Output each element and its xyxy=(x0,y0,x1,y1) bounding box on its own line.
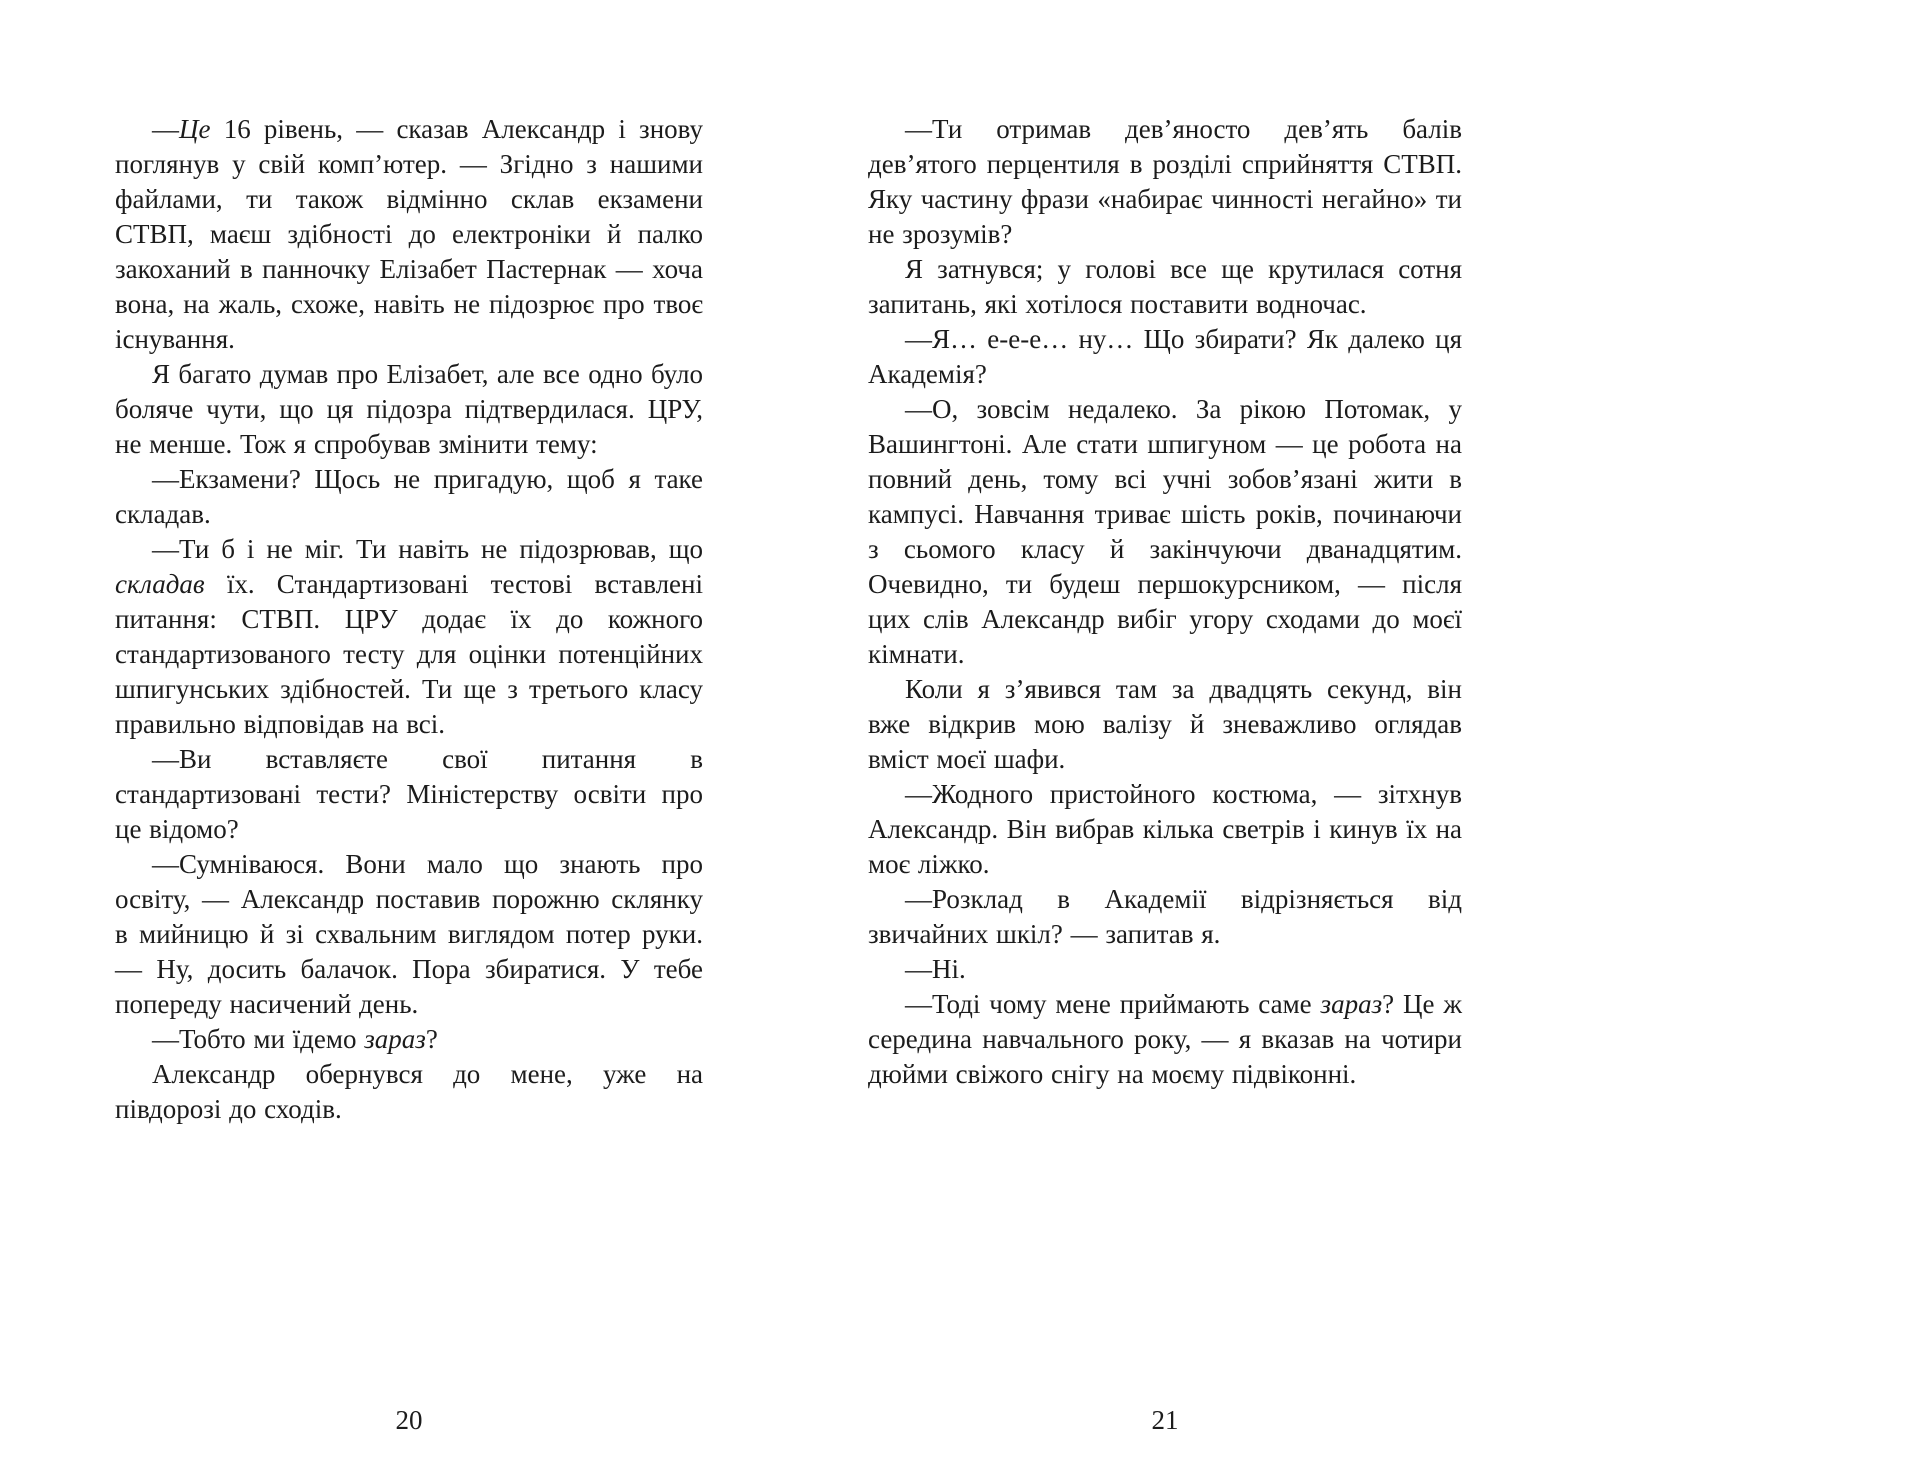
text-run: Я затнувся; у голові все ще крутилася сотня запитань, які хотілося поставити водночас. xyxy=(868,254,1462,319)
page-number-right: 21 xyxy=(1151,1405,1179,1435)
text-run: —Тоді чому мене приймають саме xyxy=(905,989,1321,1019)
text-run: —Я… е-е-е… ну… Що збирати? Як далеко ця Академія? xyxy=(868,324,1462,389)
text-run: —Розклад в Академії відрізняється від звичайних шкіл? — запитав я. xyxy=(868,884,1462,949)
book-page-right xyxy=(868,112,1462,1092)
italic-text-run: Це xyxy=(179,114,211,144)
text-run: —Сумніваюся. Вони мало що знають про освіту, — Александр поставив порожню склянку в мийницю й зі схвальним виглядом потер руки. — Ну, досить балачок. Пора збиратися. У тебе попереду насичений день. xyxy=(115,849,703,1019)
italic-text-run: зараз xyxy=(364,1024,426,1054)
book-page-left xyxy=(115,112,703,1127)
paragraph xyxy=(115,847,703,1022)
text-run: Я багато думав про Елізабет, але все одно було боляче чути, що ця підозра підтвердилася. ЦРУ, не менше. Тож я спробував змінити тему: xyxy=(115,359,703,459)
paragraph xyxy=(115,742,703,847)
italic-text-run: складав xyxy=(115,569,205,599)
paragraph xyxy=(868,322,1462,392)
text-run: —О, зовсім недалеко. За рікою Потомак, у Вашингтоні. Але стати шпигуном — це робота на повний день, тому всі учні зобов’язані жити в кампусі. Навчання триває шість років, починаючи з сьомого класу й закінчуючи дванадцятим. Очевидно, ти будеш першокурсником, — після цих слів Александр вибіг угору сходами до моєї кімнати. xyxy=(868,394,1462,669)
text-run: — xyxy=(152,114,179,144)
paragraph xyxy=(868,952,1462,987)
paragraph xyxy=(868,987,1462,1092)
paragraph xyxy=(868,392,1462,672)
text-run: —Ти отримав дев’яносто дев’ять балів дев’ятого перцентиля в розділі сприйняття СТВП. Яку частину фрази «набирає чинності негайно» ти не зрозумів? xyxy=(868,114,1462,249)
paragraph xyxy=(115,357,703,462)
paragraph xyxy=(868,112,1462,252)
text-run: —Тобто ми їдемо xyxy=(152,1024,365,1054)
page-number-left: 20 xyxy=(395,1405,423,1435)
text-run: Коли я з’явився там за двадцять секунд, він вже відкрив мою валізу й зневажливо оглядав вміст моєї шафи. xyxy=(868,674,1462,774)
text-run: —Екзамени? Щось не пригадую, щоб я таке складав. xyxy=(115,464,703,529)
paragraph xyxy=(115,1057,703,1127)
text-run: —Ви вставляєте свої питання в стандартизовані тести? Міністерству освіти про це відомо? xyxy=(115,744,703,844)
text-run: Александр обернувся до мене, уже на півдорозі до сходів. xyxy=(115,1059,703,1124)
paragraph xyxy=(868,672,1462,777)
text-run: —Ти б і не міг. Ти навіть не підозрював, що xyxy=(152,534,703,564)
text-run: ? Це ж середина навчального року, — я вказав на чотири дюйми свіжого снігу на моєму підвіконні. xyxy=(868,989,1462,1089)
text-run: ? xyxy=(425,1024,438,1054)
paragraph xyxy=(868,777,1462,882)
paragraph xyxy=(115,112,703,357)
paragraph xyxy=(115,462,703,532)
paragraph xyxy=(868,882,1462,952)
text-run: —Ні. xyxy=(905,954,966,984)
italic-text-run: зараз xyxy=(1320,989,1383,1019)
text-run: 16 рівень, — сказав Александр і знову поглянув у свій комп’ютер. — Згідно з нашими файлами, ти також відмінно склав екзамени СТВП, маєш здібності до електроніки й палко закоханий в панночку Елізабет Пастернак — хоча вона, на жаль, схоже, навіть не підозрює про твоє існування. xyxy=(115,114,703,354)
paragraph xyxy=(115,532,703,742)
text-run: —Жодного пристойного костюма, — зітхнув Александр. Він вибрав кілька светрів і кинув їх на моє ліжко. xyxy=(868,779,1462,879)
paragraph xyxy=(868,252,1462,322)
text-run: їх. Стандартизовані тестові вставлені питання: СТВП. ЦРУ додає їх до кожного стандартизованого тесту для оцінки потенційних шпигунських здібностей. Ти ще з третього класу правильно відповідав на всі. xyxy=(115,569,703,739)
paragraph xyxy=(115,1022,703,1057)
